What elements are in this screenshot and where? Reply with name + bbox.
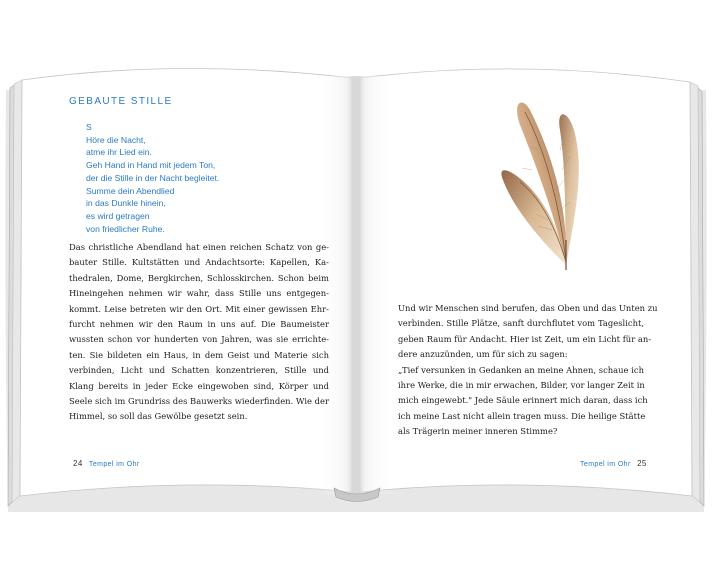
poem-line: Geh Hand in Hand mit jedem Ton,	[86, 160, 216, 171]
poem-line: Summe dein Abendlied	[86, 185, 175, 196]
poem-line: atme ihr Lied ein.	[86, 147, 152, 158]
text-line: wussten schon vor hunderten von Jahren, was sie errichte-	[69, 334, 329, 345]
poem	[86, 121, 219, 235]
poem-line: es wird getragen	[86, 210, 150, 221]
text-line: ihre Werke, die in mir erwachen, Bilder, vor langer Zeit in	[398, 379, 645, 390]
running-title: Tempel im Ohr	[88, 461, 140, 468]
text-line: „Tief versunken in Gedanken an meine Ahnen, schaue ich	[398, 364, 644, 375]
text-line: thedralen, Dome, Bergkirchen, Schlosskirchen. Schon beim	[69, 272, 329, 283]
right-folio	[580, 459, 651, 468]
poem-line: der die Stille in der Nacht begleitet.	[86, 172, 220, 183]
text-line: Klang bereits in jeder Ecke eingewoben sind, Körper und	[69, 380, 329, 391]
page-number: 24	[73, 459, 83, 468]
text-line: furcht nehmen wir den Raum in uns auf. Die Baumeister	[69, 318, 329, 329]
text-line: Himmel, so soll das Gewölbe gesetzt sein.	[69, 411, 248, 422]
text-line: Und wir Menschen sind berufen, das Oben und das Unten zu	[398, 303, 658, 313]
text-line: ten. Sie bildeten ein Haus, in dem Geist und Materie sich	[69, 349, 329, 360]
text-line: als Trägerin meiner inneren Stimme?	[398, 426, 558, 437]
text-line: Hineingehen nehmen wir wahr, dass Stille uns entgegen-	[69, 288, 329, 299]
text-line: bauter Stille. Kultstätten und Andachtsorte: Kapellen, Ka-	[69, 257, 329, 268]
right-body-text	[398, 301, 658, 440]
text-line: ich meine Last nicht allein tragen muss. Die heilige Stätte	[398, 410, 646, 421]
text-line: dere anzuzünden, um für sich zu sagen:	[398, 349, 568, 360]
text-line: verbinden, Licht und Schatten konzentrieren, Stille und	[69, 365, 329, 376]
text-line: verbinden. Stille Plätze, sanft durchflutet vom Tageslicht,	[398, 318, 644, 329]
text-line: Seele sich im Grundriss des Bauwerks wiederfinden. Wie der	[69, 395, 329, 406]
section-title: GEBAUTE STILLE	[69, 96, 173, 107]
poem-line: S	[86, 122, 92, 132]
text-line: kommt. Leise betreten wir den Ort. Mit einer gewissen Ehr-	[69, 303, 329, 314]
left-folio	[69, 459, 140, 468]
page-number: 25	[637, 459, 647, 468]
text-line: Das christliche Abendland hat einen reichen Schatz von ge-	[69, 242, 329, 252]
poem-line: von friedlicher Ruhe.	[86, 223, 165, 234]
poem-line: Höre die Nacht,	[86, 134, 146, 145]
left-body-text	[69, 240, 329, 425]
text-line: geben Raum für Andacht. Hier ist Zeit, um ein Licht für an-	[398, 333, 652, 344]
running-title: Tempel im Ohr	[580, 461, 631, 468]
text-line: mich eingewebt." Jede Säule erinnert mich daran, dass ich	[398, 395, 648, 406]
poem-line: in das Dunkle hinein,	[86, 198, 166, 209]
